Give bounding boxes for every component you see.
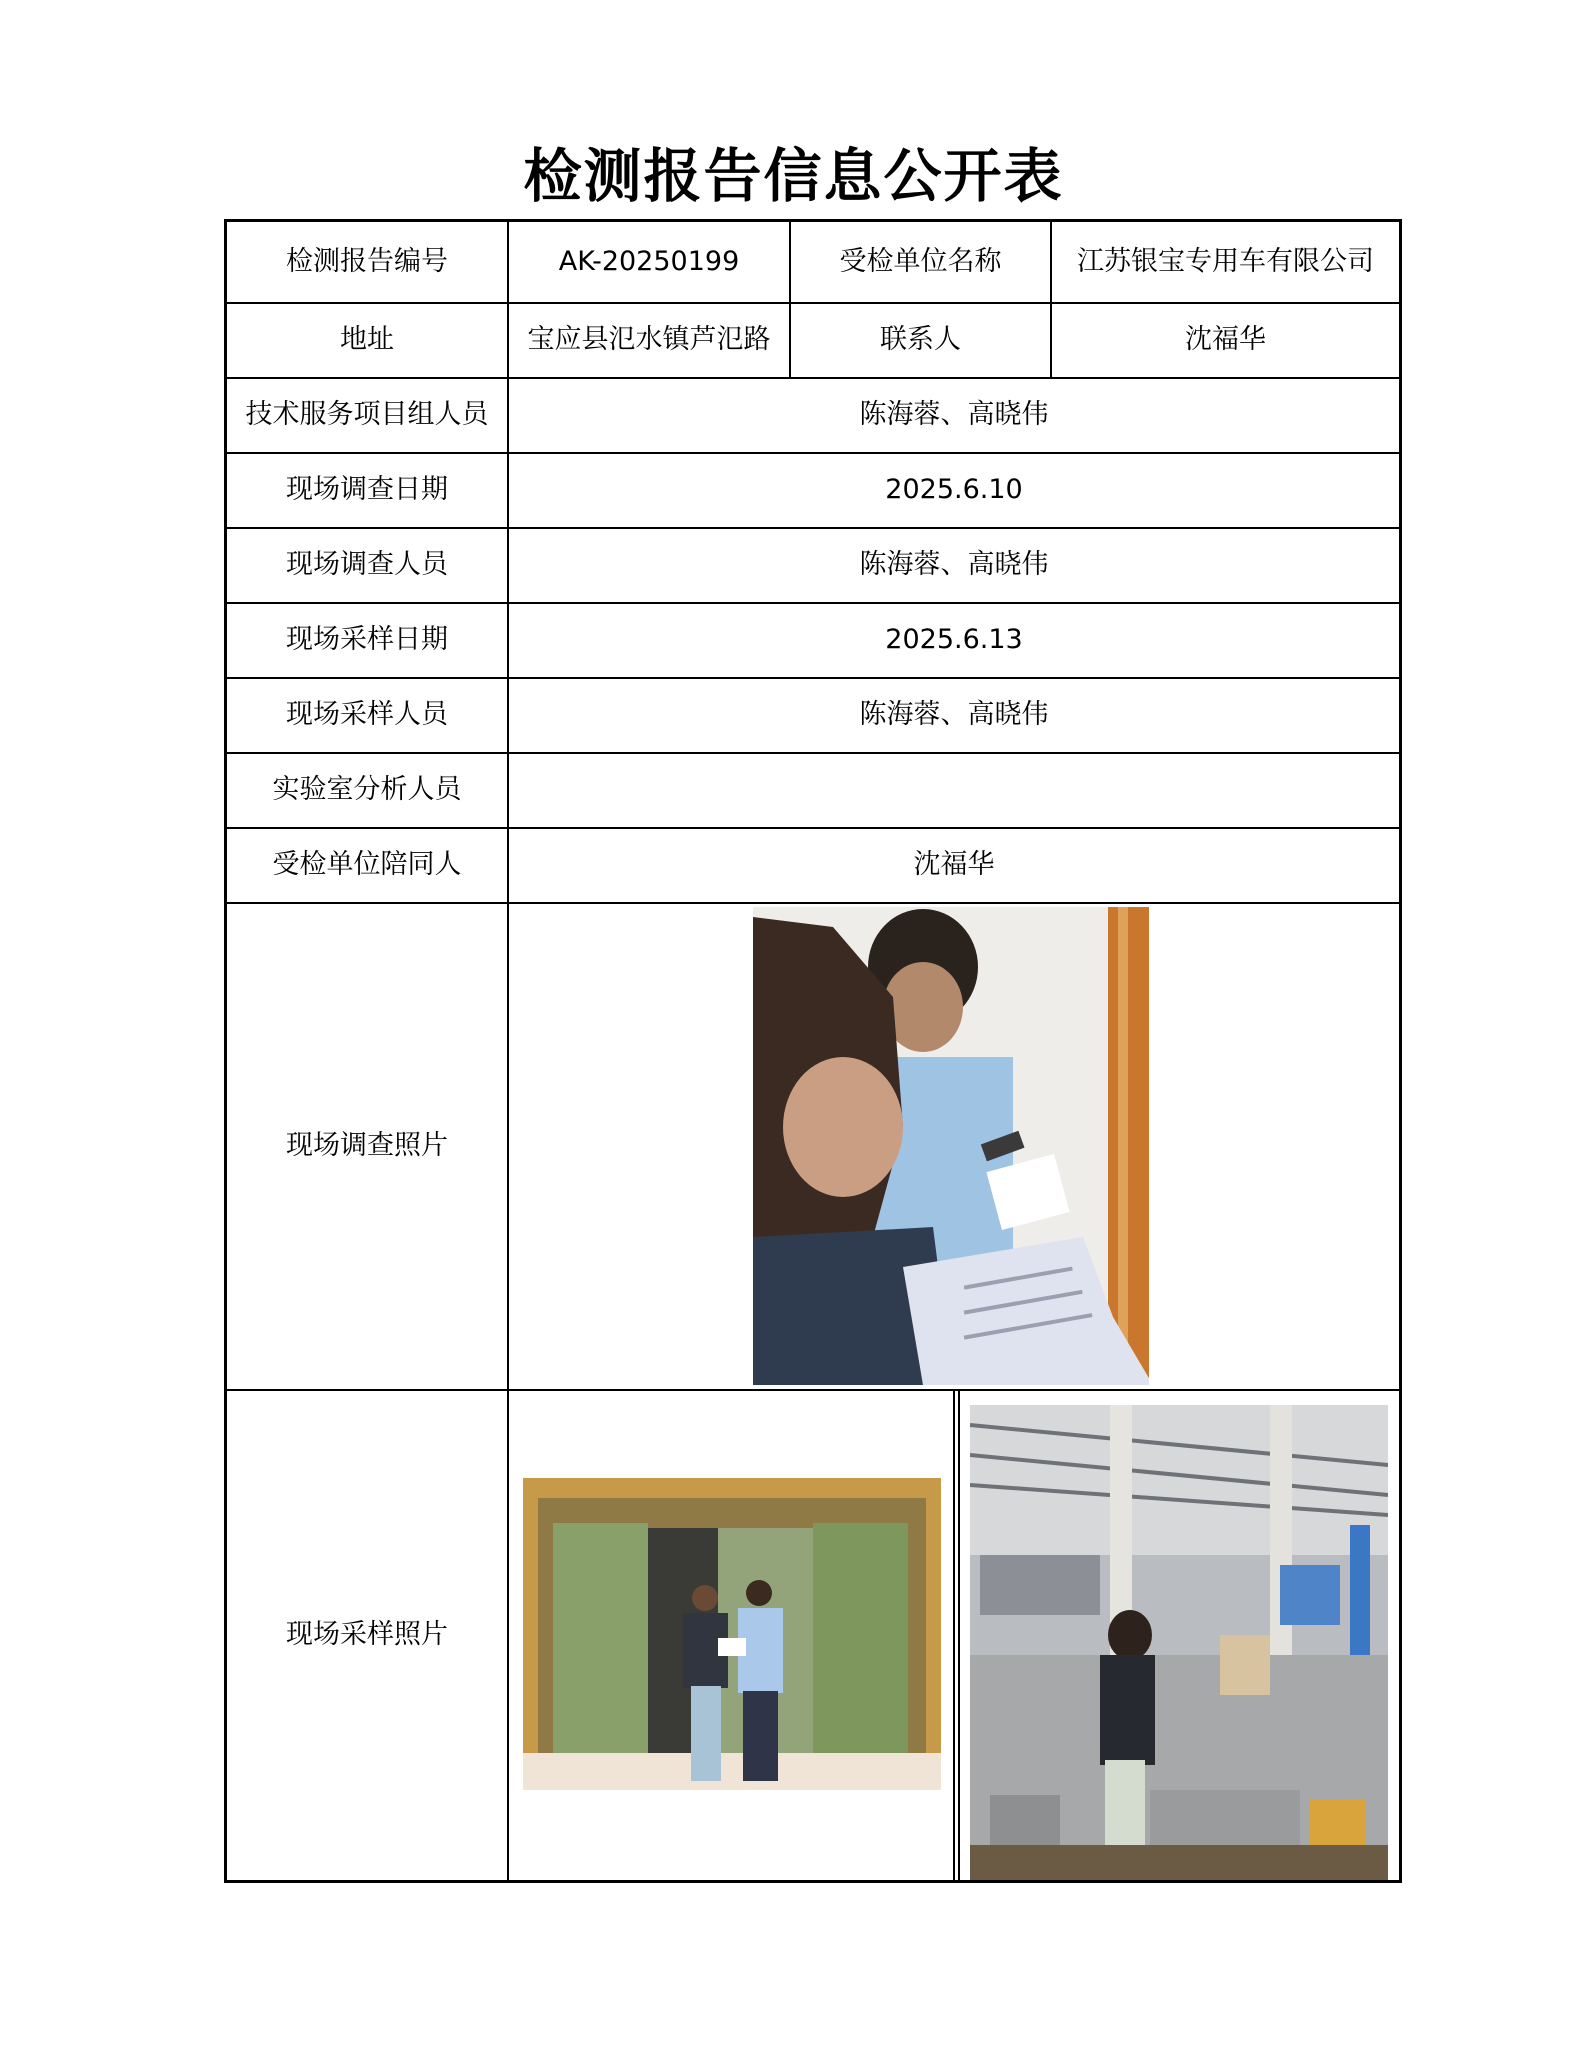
info-table bbox=[224, 219, 1402, 1883]
survey-photo-label: 现场调查照片 bbox=[286, 1129, 448, 1161]
contact-value: 沈福华 bbox=[1185, 323, 1266, 355]
report-number-value: AK-20250199 bbox=[558, 245, 740, 277]
escort-value: 沈福华 bbox=[913, 848, 995, 880]
lab-staff-label: 实验室分析人员 bbox=[272, 773, 462, 805]
inspected-unit-label: 受检单位名称 bbox=[839, 245, 1002, 277]
survey-staff-value: 陈海蓉、高晓伟 bbox=[859, 548, 1049, 580]
inspected-unit-value: 江苏银宝专用车有限公司 bbox=[1077, 245, 1374, 277]
sampling-photo-entrance bbox=[523, 1478, 941, 1790]
lab-staff-value bbox=[509, 753, 1399, 827]
sampling-staff-value: 陈海蓉、高晓伟 bbox=[859, 698, 1049, 730]
survey-photo bbox=[753, 907, 1149, 1385]
survey-date-label: 现场调查日期 bbox=[286, 473, 448, 505]
address-value: 宝应县氾水镇芦氾路 bbox=[527, 323, 771, 355]
sampling-staff-label: 现场采样人员 bbox=[286, 698, 448, 730]
sampling-photo-workshop bbox=[970, 1405, 1388, 1880]
team-members-label: 技术服务项目组人员 bbox=[245, 398, 489, 430]
survey-date-value: 2025.6.10 bbox=[885, 473, 1023, 505]
report-number-label: 检测报告编号 bbox=[286, 245, 448, 277]
escort-label: 受检单位陪同人 bbox=[272, 848, 462, 880]
survey-staff-label: 现场调查人员 bbox=[286, 548, 448, 580]
page-title: 检测报告信息公开表 bbox=[523, 142, 1064, 210]
contact-label: 联系人 bbox=[880, 323, 961, 355]
address-label: 地址 bbox=[340, 323, 394, 355]
sampling-date-label: 现场采样日期 bbox=[286, 623, 448, 655]
team-members-value: 陈海蓉、高晓伟 bbox=[859, 398, 1049, 430]
sampling-photo-label: 现场采样照片 bbox=[286, 1618, 448, 1650]
sampling-date-value: 2025.6.13 bbox=[885, 623, 1023, 655]
